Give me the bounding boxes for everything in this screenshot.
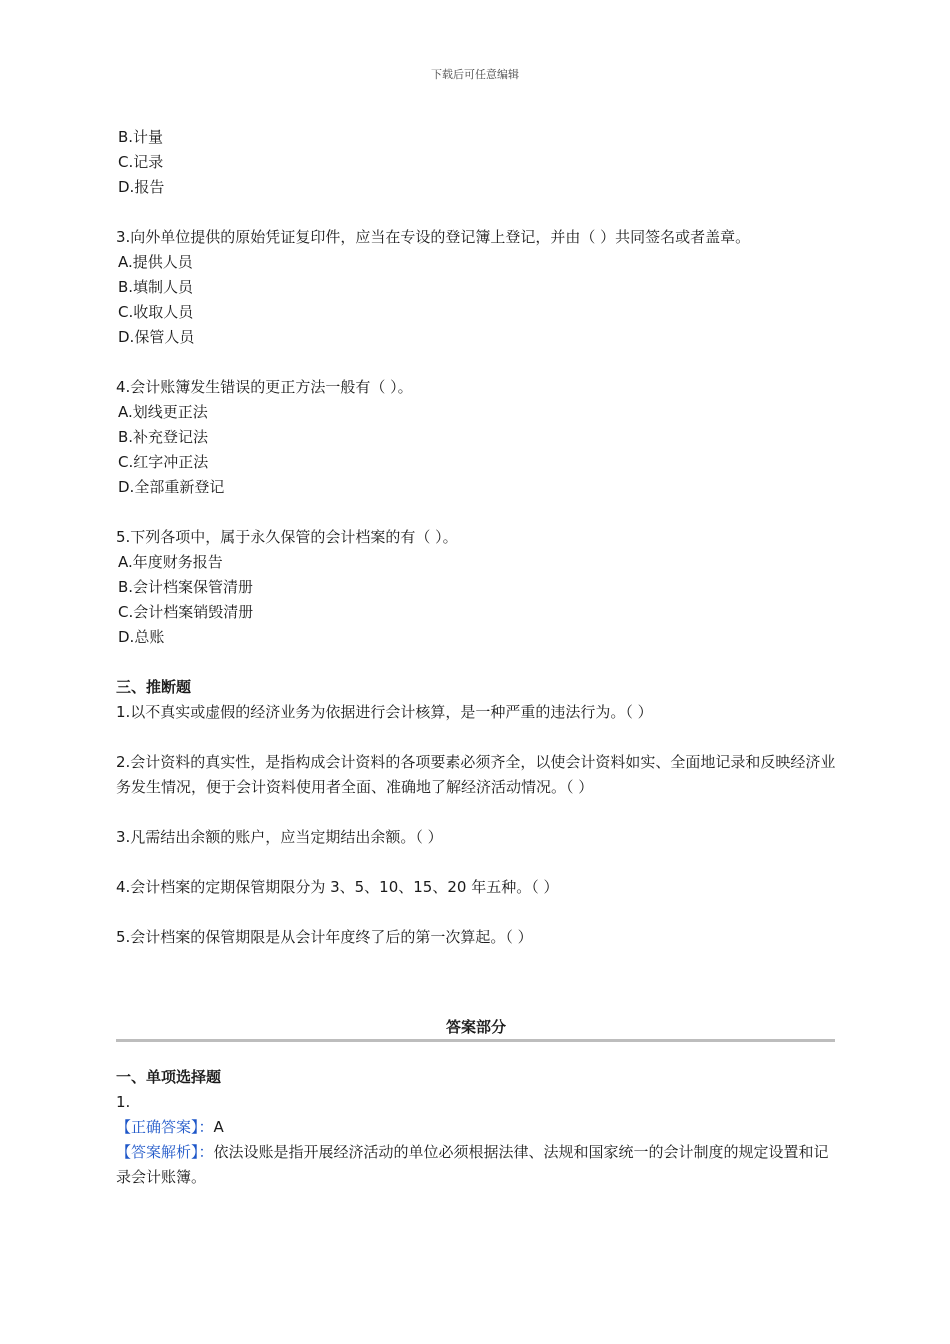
option-c: C.收取人员 (118, 303, 194, 321)
option-b: B.计量 (118, 128, 164, 146)
answer-item-number: 1. (116, 1093, 131, 1111)
option-a: A.划线更正法 (118, 403, 208, 421)
judgement-item: 3.凡需结出余额的账户，应当定期结出余额。（ ） (116, 828, 443, 846)
option-d: D.总账 (118, 628, 165, 646)
option-a: A.提供人员 (118, 253, 193, 271)
option-a: A.年度财务报告 (118, 553, 223, 571)
question-stem: 3.向外单位提供的原始凭证复印件，应当在专设的登记簿上登记，并由（ ）共同签名或者盖章。 (116, 228, 751, 246)
divider (116, 1039, 835, 1042)
judgement-item: 1.以不真实或虚假的经济业务为依据进行会计核算，是一种严重的违法行为。（ ） (116, 703, 653, 721)
section-title: 三、推断题 (116, 678, 192, 696)
judgement-item: 5.会计档案的保管期限是从会计年度终了后的第一次算起。（ ） (116, 928, 533, 946)
page-header: 下载后可任意编辑 (431, 68, 519, 81)
question-stem: 5.下列各项中，属于永久保管的会计档案的有（ ）。 (116, 528, 458, 546)
analysis-label: 【答案解析】： (116, 1143, 214, 1161)
option-c: C.红字冲正法 (118, 453, 209, 471)
judgement-item: 4.会计档案的定期保管期限分为 3、5、10、15、20 年五种。（ ） (116, 878, 559, 896)
judgement-item: 2.会计资料的真实性，是指构成会计资料的各项要素必须齐全，以使会计资料如实、全面地记录和反映经济业务发生情况，便于会计资料使用者全面、准确地了解经济活动情况。（ ） (116, 753, 836, 796)
option-d: D.全部重新登记 (118, 478, 225, 496)
analysis-text: 依法设账是指开展经济活动的单位必须根据法律、法规和国家统一的会计制度的规定设置和记录会计账簿。 (116, 1143, 829, 1186)
option-d: D.保管人员 (118, 328, 195, 346)
option-c: C.记录 (118, 153, 164, 171)
option-c: C.会计档案销毁清册 (118, 603, 254, 621)
answer-content (116, 1065, 836, 1190)
correct-answer-label: 【正确答案】： (116, 1118, 214, 1136)
question-stem: 4.会计账簿发生错误的更正方法一般有（ ）。 (116, 378, 413, 396)
option-d: D.报告 (118, 178, 165, 196)
answer-section-title: 一、单项选择题 (116, 1068, 222, 1086)
analysis-row (116, 1140, 836, 1190)
option-b: B.会计档案保管清册 (118, 578, 254, 596)
option-b: B.补充登记法 (118, 428, 209, 446)
option-b: B.填制人员 (118, 278, 194, 296)
answer-title: 答案部分 (445, 1018, 506, 1036)
correct-answer-value: A (213, 1118, 224, 1136)
correct-answer-row (116, 1115, 836, 1140)
question-content (116, 125, 836, 950)
